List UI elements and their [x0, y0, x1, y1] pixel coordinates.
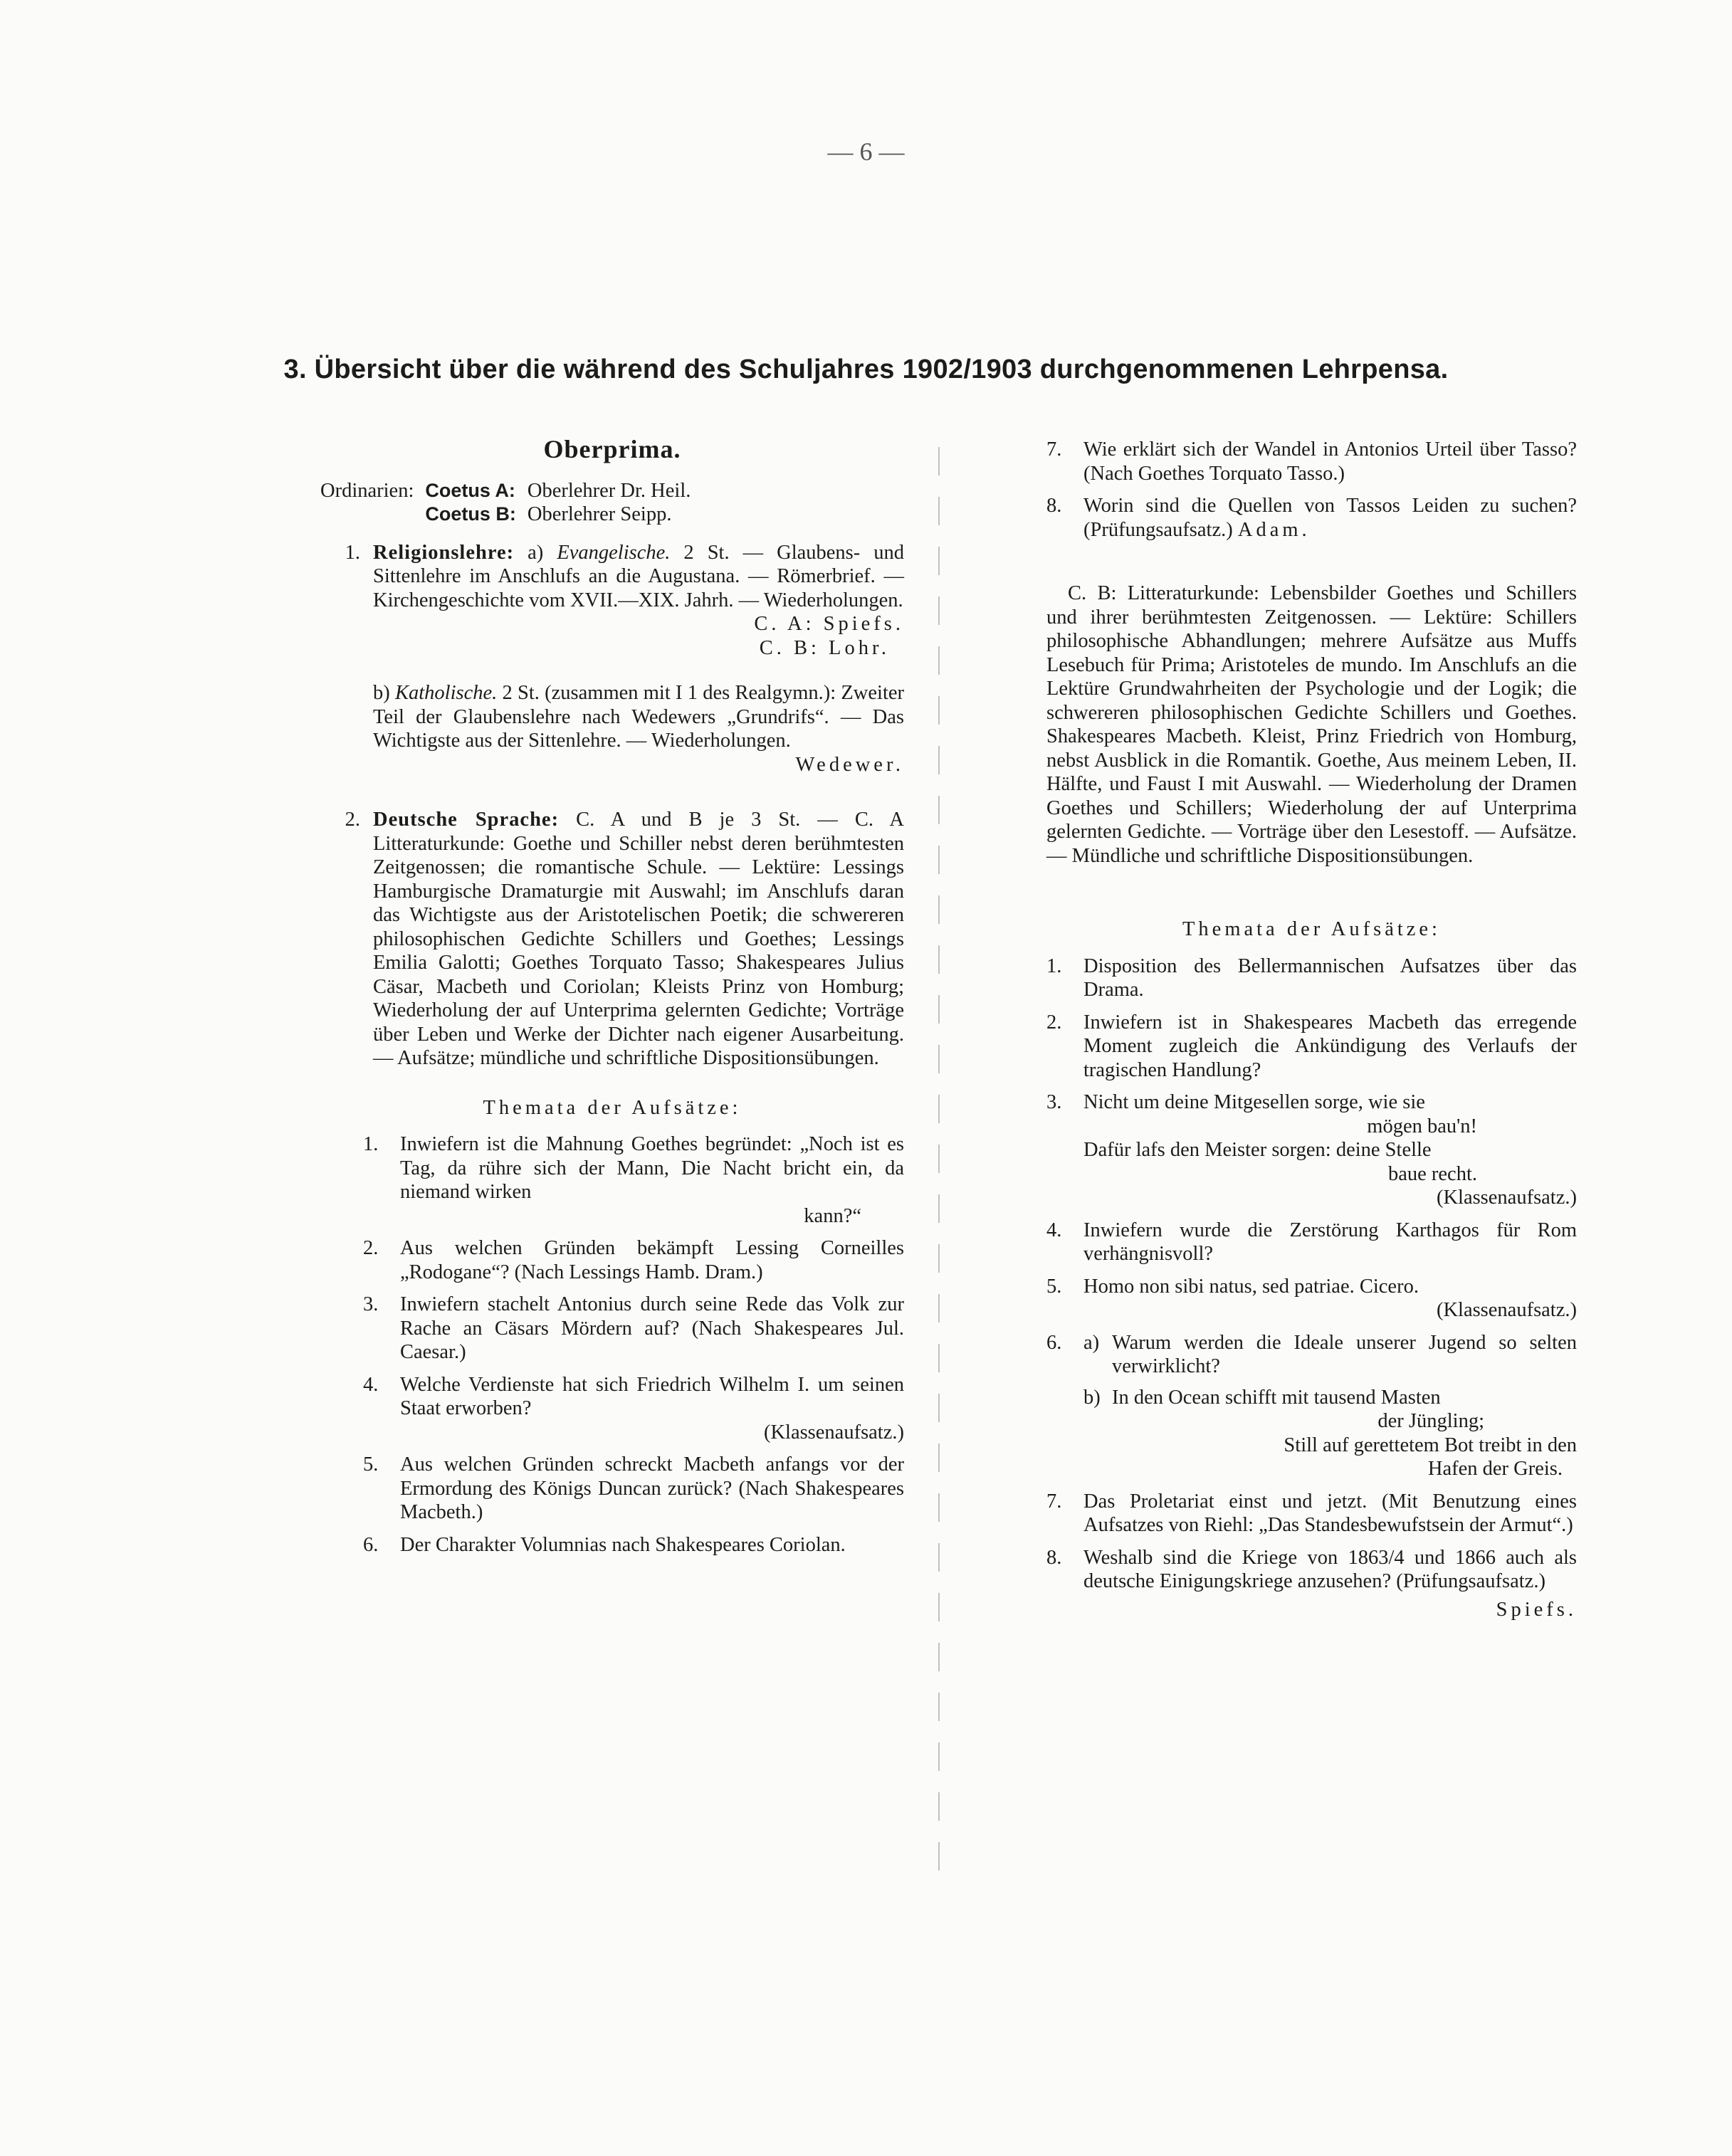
teacher-signature: Spiefs.	[1496, 1598, 1577, 1621]
left-column	[320, 435, 905, 1557]
teacher-name: Oberlehrer Seipp.	[527, 503, 672, 525]
coetus-label: Coetus B:	[425, 503, 516, 525]
list-item: 5. Homo non sibi natus, sed patriae. Cicero. (Klassenaufsatz.)	[1046, 1275, 1577, 1321]
page-title: 3. Übersicht über die während des Schuljahres 1902/1903 durchgenommenen Lehrpensa.	[283, 354, 1449, 384]
list-item: 7. Das Proletariat einst und jetzt. (Mit Benutzung eines Aufsatzes von Riehl: „Das Standesbewufstsein der Armut“.)	[1046, 1490, 1577, 1536]
list-item: 4. Welche Verdienste hat sich Friedrich Wilhelm I. um seinen Staat erworben? (Klassenaufsatz.)	[363, 1373, 904, 1444]
item-number: 2.	[345, 809, 360, 831]
subject-text: C. A und B je 3 St. — C. A Litteraturkunde: Goethe und Schiller nebst deren berühmtesten Zeitgenossen; die romantische Schule. — Lektüre: Lessings Hamburgische Dramaturgie mit Auswahl; im Anschlufs daran das Wichtigste aus der Aristotelischen Poetik; die schwereren philosophischen Gedichte Schillers und Goethes; Lessings Emilia Galotti; Goethes Torquato Tasso; Shakespeares Julius Cäsar, Macbeth und Coriolan; Kleists Prinz von Homburg; Wiederholung der auf Unterprima gelernten Gedichte; Vorträge über Leben und Werke der Dichter nach eigener Ausarbeitung. — Aufsätze; mündliche und schriftliche Dispositionsübungen.	[373, 809, 904, 1069]
right-column	[1046, 438, 1577, 1621]
sub-title: Katholische.	[395, 682, 498, 704]
list-item: 3. Inwiefern stachelt Antonius durch seine Rede das Volk zur Rache an Cäsars Mördern auf? (Nach Shakespeares Jul. Caesar.)	[363, 1293, 904, 1363]
themata-list	[320, 1132, 904, 1557]
sub-label: a)	[528, 541, 544, 564]
teacher-name: Wedewer.	[795, 753, 904, 776]
teacher-name: Oberlehrer Dr. Heil.	[527, 479, 691, 502]
themata-heading: Themata der Aufsätze:	[1182, 918, 1441, 940]
list-item: 1. Inwiefern ist die Mahnung Goethes begründet: „Noch ist es Tag, da rühre sich der Mann, Die Nacht bricht ein, da niemand wirken kann?“	[363, 1133, 904, 1227]
list-item: 6. Der Charakter Volumnias nach Shakespeares Coriolan.	[363, 1533, 846, 1556]
ordinarien-label: Ordinarien:	[320, 479, 414, 502]
teacher-name: Adam.	[1237, 518, 1311, 541]
deutsch-section	[320, 808, 904, 1071]
subject-text: 2 St. — Glaubens- und Sittenlehre im Anschlufs an die Augustana. — Römerbrief. — Kirchengeschichte vom XVII.—XIX. Jahrh. — Wiederholungen.	[373, 541, 905, 611]
themata-list	[1046, 955, 1577, 1594]
religion-section	[320, 541, 904, 777]
list-item: 1. Disposition des Bellermannischen Aufsatzes über das Drama.	[1046, 955, 1577, 1001]
subject-title: Deutsche Sprache:	[373, 809, 560, 831]
sub-label: b)	[373, 682, 390, 704]
column-divider	[938, 447, 940, 1878]
ordinarien-block	[320, 479, 904, 527]
list-item: 5. Aus welchen Gründen schreckt Macbeth anfangs vor der Ermordung des Königs Duncan zurück? (Nach Shakespeares Macbeth.)	[363, 1453, 904, 1523]
list-item: 2. Aus welchen Gründen bekämpft Lessing Corneilles „Rodogane“? (Nach Lessings Hamb. Dram.)	[363, 1237, 904, 1283]
list-item: 7. Wie erklärt sich der Wandel in Antonios Urteil über Tasso? (Nach Goethes Torquato Tasso.)	[1046, 438, 1577, 485]
list-item: 8. Weshalb sind die Kriege von 1863/4 und 1866 auch als deutsche Einigungskriege anzusehen? (Prüfungsaufsatz.)	[1046, 1546, 1577, 1592]
subject-text: 2 St. (zusammen mit I 1 des Realgymn.): Zweiter Teil der Glaubenslehre nach Wedewers „Grundrifs“. — Das Wichtigste aus der Sittenlehre. — Wiederholungen.	[373, 682, 905, 752]
list-item: 8. Worin sind die Quellen von Tassos Leiden zu suchen? (Prüfungsaufsatz.) Adam.	[1046, 495, 1577, 541]
list-item: 6. a) Warum werden die Ideale unserer Jugend so selten verwirklicht? b) In den Ocean schifft mit tausend Masten der Jüngling; Still auf gerettetem Bot treibt in den Hafen der Greis.	[1046, 1331, 1577, 1480]
teacher-name: C. B: Lohr.	[759, 636, 890, 659]
list-item: 2. Inwiefern ist in Shakespeares Macbeth das erregende Moment zugleich die Ankündigung des Verlaufs der tragischen Handlung?	[1046, 1011, 1577, 1081]
list-item: 3. Nicht um deine Mitgesellen sorge, wie sie mögen bau'n! Dafür lafs den Meister sorgen: deine Stelle baue recht. (Klassenaufsatz.)	[1046, 1091, 1577, 1209]
coetus-label: Coetus A:	[425, 479, 515, 501]
list-item: 4. Inwiefern wurde die Zerstörung Karthagos für Rom verhängnisvoll?	[1046, 1219, 1577, 1265]
coetus-b-text: C. B: Litteraturkunde: Lebensbilder Goethes und Schillers und ihrer berühmtesten Zeitgenossen. — Lektüre: Schillers philosophische Abhandlungen; mehrere Aufsätze aus Muffs Lesebuch für Prima; Aristoteles de mundo. Im Anschlufs an die Lektüre Grundwahrheiten der Psychologie und der Logik; die schwereren philosophischen Gedichte Schillers und Goethes. Shakespeares Macbeth. Kleist, Prinz Friedrich von Homburg, nebst Ausblick in die Romantik. Goethe, Aus meinem Leben, II. Hälfte, und Faust I mit Auswahl. — Wiederholung der Dramen Goethes und Schillers; Wiederholung der auf Unterprima gelernten Gedichte. — Vorträge über den Lesestoff. — Aufsätze. — Mündliche und schriftliche Dispositionsübungen.	[1046, 582, 1577, 867]
teacher-name: C. A: Spiefs.	[754, 613, 904, 635]
themata-heading: Themata der Aufsätze:	[483, 1096, 742, 1119]
sub-title: Evangelische.	[557, 541, 671, 564]
section-title: Oberprima.	[543, 435, 681, 463]
page-number: — 6 —	[827, 137, 905, 166]
item-number: 1.	[345, 541, 360, 564]
themata-list-continued	[1046, 438, 1577, 542]
subject-title: Religionslehre:	[373, 541, 515, 564]
